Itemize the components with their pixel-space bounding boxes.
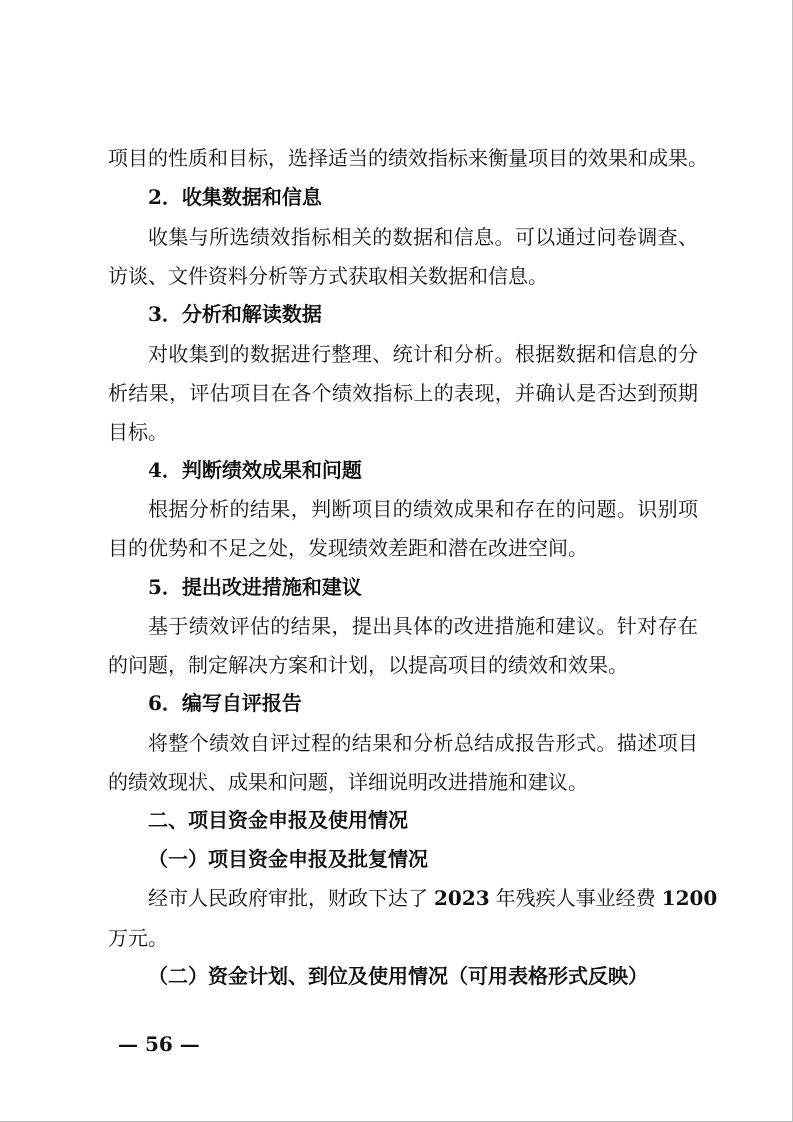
text-line: 将整个绩效自评过程的结果和分析总结成报告形式。描述项目 <box>148 731 698 755</box>
text-segment: 年残疾人事业经费 <box>495 886 656 910</box>
text-line: 收集与所选绩效指标相关的数据和信息。可以通过问卷调查、 <box>148 225 698 249</box>
text-line: 目标。 <box>108 420 168 444</box>
text-line: 访谈、文件资料分析等方式获取相关数据和信息。 <box>108 264 548 288</box>
list-heading: 5．提出改进措施和建议 <box>148 575 362 599</box>
amount-value: 1200 <box>661 886 718 910</box>
text-line: 的绩效现状、成果和问题，详细说明改进措施和建议。 <box>108 770 588 794</box>
text-line: 的问题，制定解决方案和计划，以提高项目的绩效和效果。 <box>108 653 628 677</box>
list-heading: 4．判断绩效成果和问题 <box>148 458 362 482</box>
list-heading: 6．编写自评报告 <box>148 691 302 715</box>
page-number: — 56 — <box>118 1032 200 1056</box>
text-segment: 经市人民政府审批，财政下达了 <box>148 886 428 910</box>
text-line <box>148 884 718 912</box>
subsection-heading: （一）项目资金申报及批复情况 <box>148 847 428 871</box>
text-line: 析结果，评估项目在各个绩效指标上的表现，并确认是否达到预期 <box>108 381 698 405</box>
subsection-heading: （二）资金计划、到位及使用情况（可用表格形式反映） <box>148 964 648 988</box>
year-value: 2023 <box>434 886 490 910</box>
text-line: 对收集到的数据进行整理、统计和分析。根据数据和信息的分 <box>148 342 698 366</box>
text-line: 基于绩效评估的结果，提出具体的改进措施和建议。针对存在 <box>148 614 698 638</box>
text-line: 项目的性质和目标，选择适当的绩效指标来衡量项目的效果和成果。 <box>108 146 708 170</box>
section-heading: 二、项目资金申报及使用情况 <box>148 808 408 832</box>
text-line: 根据分析的结果，判断项目的绩效成果和存在的问题。识别项 <box>148 497 698 521</box>
list-heading: 2．收集数据和信息 <box>148 185 322 209</box>
text-line: 万元。 <box>108 926 168 950</box>
text-line: 目的优势和不足之处，发现绩效差距和潜在改进空间。 <box>108 536 588 560</box>
list-heading: 3．分析和解读数据 <box>148 302 322 326</box>
